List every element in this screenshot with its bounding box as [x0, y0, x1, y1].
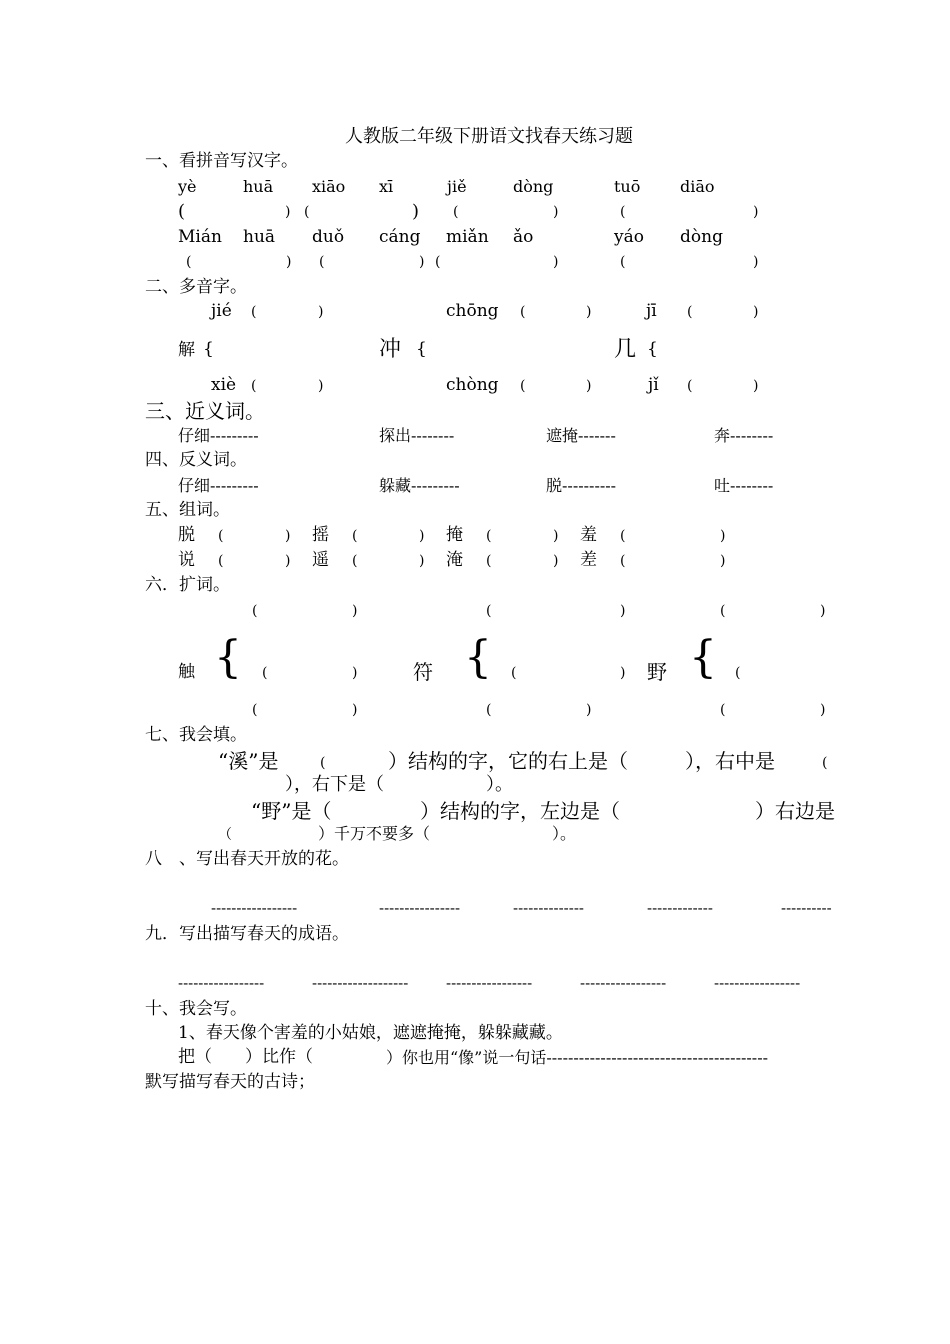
pinyin: tuō	[614, 177, 641, 196]
pinyin: miǎn	[446, 227, 489, 247]
pinyin: xiāo	[312, 177, 346, 196]
pinyin: yáo	[614, 227, 644, 247]
section-6-heading: 六．扩词。	[145, 575, 230, 595]
word-char: 淹	[446, 550, 463, 570]
pinyin: chòng	[446, 375, 499, 395]
section-10-heading: 十、我会写。	[145, 999, 247, 1019]
word-char: 羞	[580, 525, 597, 545]
section-2-heading: 二、多音字。	[145, 277, 247, 297]
synonym-item: 奔--------	[714, 426, 774, 445]
pinyin: ǎo	[513, 227, 534, 247]
expand-char: 符	[413, 660, 433, 684]
word-char: 脱	[178, 525, 195, 545]
pinyin: huā	[243, 177, 274, 196]
word-char: 说	[178, 550, 195, 570]
section-3-heading: 三、近义词。	[145, 399, 265, 423]
pinyin: dòng	[513, 177, 554, 196]
pinyin: yè	[178, 177, 197, 196]
pinyin: Mián	[178, 227, 222, 247]
word-char: 摇	[312, 525, 329, 545]
pinyin: cáng	[379, 227, 421, 247]
antonym-item: 仔细---------	[178, 476, 259, 495]
section-9-heading: 九．写出描写春天的成语。	[145, 924, 349, 944]
synonym-item: 仔细---------	[178, 426, 259, 445]
polyphone-char: 几	[614, 337, 637, 362]
polyphone-char: 解	[178, 340, 195, 360]
worksheet-page: 人教版二年级下册语文找春天练习题 一、看拼音写汉字。 yè huā xiāo xī jiě dòng tuō diāo ( ) ( ) ( ) ( ) Mián huā duǒ cáng miǎn ǎo yáo dòng ( ) ( ) ( ) ( ) 二、多音字。 jié ( ) chōng ( ) jī ( ) 解 { 冲 { 几 { xiè ( ) chòng ( ) jǐ ( ) 三、近义词。 仔细--------- 探出-------- 遮掩------- 奔-------- 四、反义词。 仔细--------- 躲藏--------- 脱---------- 吐-------- 五、组词。 脱 ( ) 摇 ( ) 掩 ( ) 羞 ( ) 说 ( ) 遥 ( ) 淹 ( ) 差 ( ) 六．扩词。 ( ) ( ) ( ) 触 { ( ) 符 { ( ) 野 { ( ( ) ( ) ( ) 七、我会填。 “溪”是 ( ）结构的字，它的右上是（ ），右中是 ( ），右下是（ ）。 “野”是（ ）结构的字，左边是（ ）右边是 （ ）千万不要多（ ）。 八 、写出春天开放的花。 ----------------- ---------------- -------------- ------------- ---------- 九．写出描写春天的成语。 ----------------- ------------------- ----------------- ----------------- ----------------- 十、我会写。 1、春天像个害羞的小姑娘，遮遮掩掩，躲躲藏藏。 把（ ）比作（ ）你也用“像”说一句话----------------------------------------- 默写描写春天的古诗；	[145, 126, 835, 1092]
word-char: 差	[580, 550, 597, 570]
synonym-item: 遮掩-------	[546, 426, 616, 445]
section-5-heading: 五、组词。	[145, 500, 230, 520]
pinyin: jī	[646, 301, 657, 321]
pinyin: duǒ	[312, 227, 345, 247]
poem-prompt: 默写描写春天的古诗；	[145, 1072, 315, 1092]
section-8-heading: 八 、写出春天开放的花。	[145, 849, 349, 869]
section-7-heading: 七、我会填。	[145, 725, 247, 745]
expand-char: 野	[647, 660, 667, 684]
pinyin: chōng	[446, 301, 499, 321]
pinyin: jiě	[447, 177, 467, 196]
section-1-heading: 一、看拼音写汉字。	[145, 151, 298, 171]
pinyin: jǐ	[648, 375, 659, 395]
example-sentence: 1、春天像个害羞的小姑娘，遮遮掩掩，躲躲藏藏。	[178, 1023, 563, 1043]
polyphone-char: 冲	[379, 337, 402, 362]
antonym-item: 吐--------	[714, 476, 774, 495]
antonym-item: 脱----------	[546, 476, 617, 495]
word-char: 遥	[312, 550, 329, 570]
word-char: 掩	[446, 525, 463, 545]
pinyin: xī	[379, 177, 394, 196]
pinyin: dòng	[680, 227, 723, 247]
pinyin: xiè	[211, 375, 237, 395]
section-4-heading: 四、反义词。	[145, 450, 247, 470]
expand-char: 触	[178, 662, 195, 682]
pinyin: jié	[211, 301, 232, 321]
synonym-item: 探出--------	[379, 426, 455, 445]
page-title: 人教版二年级下册语文找春天练习题	[345, 126, 633, 147]
antonym-item: 躲藏---------	[379, 476, 460, 495]
pinyin: huā	[243, 227, 276, 247]
pinyin: diāo	[680, 177, 715, 196]
